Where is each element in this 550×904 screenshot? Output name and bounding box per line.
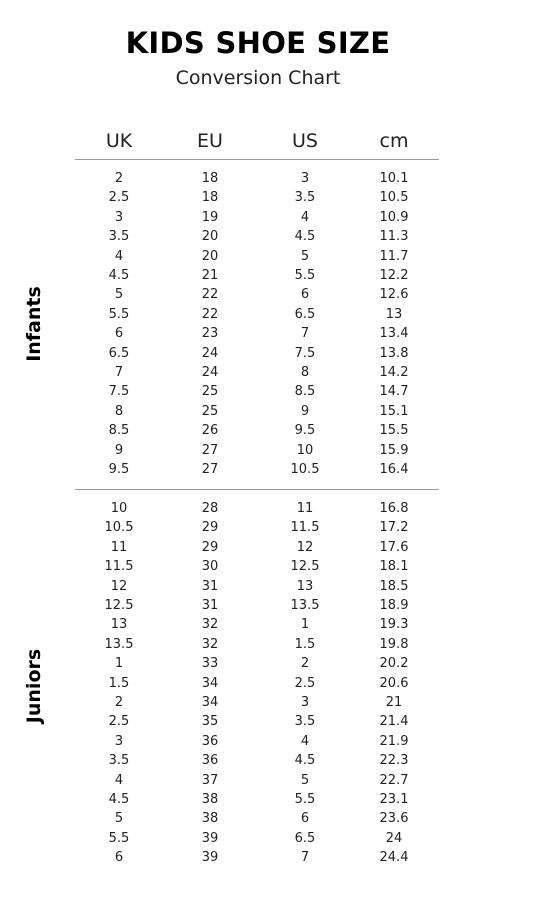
- cell-cm: 22.7: [379, 772, 409, 788]
- cell-cm: 24: [385, 830, 403, 846]
- cell-us: 11.5: [290, 520, 320, 536]
- section-label-infants: Infants: [23, 286, 45, 362]
- cell-uk: 7: [114, 365, 124, 380]
- cell-cm: 17.6: [379, 539, 409, 555]
- cell-us: 7: [300, 850, 310, 866]
- cell-eu: 25: [201, 403, 219, 419]
- table-row: [0, 596, 550, 615]
- table-row: [0, 441, 550, 460]
- cell-uk: 3.5: [108, 753, 130, 769]
- cell-eu: 33: [201, 656, 219, 672]
- cell-eu: 38: [201, 792, 219, 807]
- cell-us: 13.5: [290, 598, 320, 613]
- table-row: [0, 809, 550, 828]
- table-row: [0, 518, 550, 537]
- cell-eu: 29: [201, 539, 219, 555]
- cell-us: 8.5: [294, 384, 316, 400]
- cell-eu: 27: [201, 442, 219, 458]
- cell-cm: 19.8: [379, 636, 409, 652]
- cell-cm: 10.9: [379, 209, 409, 225]
- cell-uk: 1.5: [108, 675, 130, 691]
- cell-us: 8: [300, 365, 310, 380]
- table-row: [0, 344, 550, 363]
- cell-uk: 7.5: [108, 384, 130, 400]
- cell-uk: 6.5: [108, 345, 130, 361]
- section-label-juniors: Juniors: [23, 648, 45, 724]
- column-header-us: US: [292, 130, 318, 152]
- cell-uk: 4.5: [108, 268, 130, 283]
- cell-cm: 13: [385, 306, 403, 322]
- cell-us: 5: [300, 248, 310, 264]
- cell-eu: 31: [201, 598, 219, 613]
- cell-cm: 23.6: [379, 811, 409, 827]
- cell-uk: 2: [114, 171, 124, 186]
- cell-us: 3.5: [294, 190, 316, 206]
- cell-eu: 18: [201, 171, 219, 186]
- cell-uk: 3.5: [108, 229, 130, 245]
- cell-us: 12: [296, 539, 314, 555]
- cell-us: 6: [300, 811, 310, 827]
- cell-us: 10: [296, 442, 314, 458]
- table-row: [0, 674, 550, 693]
- cell-uk: 6: [114, 326, 124, 342]
- cell-cm: 18.5: [379, 578, 409, 594]
- cell-us: 1: [300, 617, 310, 633]
- cell-uk: 6: [114, 850, 124, 866]
- cell-cm: 19.3: [379, 617, 409, 633]
- cell-uk: 5.5: [108, 306, 130, 322]
- cell-uk: 3: [114, 733, 124, 749]
- table-row: [0, 499, 550, 518]
- page-title: KIDS SHOE SIZE: [125, 26, 391, 60]
- cell-uk: 5: [114, 811, 124, 827]
- cell-eu: 31: [201, 578, 219, 594]
- cell-eu: 24: [201, 345, 219, 361]
- cell-cm: 16.8: [379, 501, 409, 516]
- cell-cm: 13.8: [379, 345, 409, 361]
- column-header-uk: UK: [105, 130, 133, 152]
- cell-us: 10.5: [290, 462, 320, 477]
- cell-eu: 20: [201, 229, 219, 245]
- cell-eu: 32: [201, 636, 219, 652]
- cell-uk: 9.5: [108, 462, 130, 477]
- table-row: [0, 188, 550, 207]
- cell-eu: 36: [201, 753, 219, 769]
- cell-eu: 38: [201, 811, 219, 827]
- cell-us: 3: [300, 695, 310, 710]
- section-divider: [75, 489, 439, 490]
- cell-cm: 10.1: [379, 171, 409, 186]
- cell-uk: 1: [114, 656, 124, 672]
- cell-eu: 23: [201, 326, 219, 342]
- table-row: [0, 266, 550, 285]
- cell-eu: 34: [201, 675, 219, 691]
- header-divider: [75, 159, 439, 160]
- cell-eu: 32: [201, 617, 219, 633]
- table-row: [0, 771, 550, 790]
- cell-cm: 10.5: [379, 190, 409, 206]
- cell-eu: 28: [201, 501, 219, 516]
- cell-us: 9: [300, 403, 310, 419]
- cell-eu: 27: [201, 462, 219, 477]
- cell-us: 6: [300, 287, 310, 303]
- cell-uk: 12: [110, 578, 128, 594]
- cell-eu: 22: [201, 287, 219, 303]
- cell-eu: 37: [201, 772, 219, 788]
- cell-uk: 4: [114, 772, 124, 788]
- cell-eu: 30: [201, 559, 219, 575]
- cell-eu: 36: [201, 733, 219, 749]
- cell-cm: 18.1: [379, 559, 409, 575]
- table-row: [0, 577, 550, 596]
- cell-cm: 12.2: [379, 268, 409, 283]
- table-row: [0, 460, 550, 479]
- cell-us: 2.5: [294, 675, 316, 691]
- cell-us: 6.5: [294, 306, 316, 322]
- cell-uk: 11.5: [104, 559, 134, 575]
- cell-us: 9.5: [294, 423, 316, 439]
- cell-cm: 14.7: [379, 384, 409, 400]
- table-row: [0, 227, 550, 246]
- cell-uk: 9: [114, 442, 124, 458]
- cell-us: 3: [300, 171, 310, 186]
- table-row: [0, 790, 550, 809]
- cell-eu: 20: [201, 248, 219, 264]
- cell-eu: 19: [201, 209, 219, 225]
- cell-eu: 22: [201, 306, 219, 322]
- column-header-eu: EU: [197, 130, 223, 152]
- cell-uk: 2.5: [108, 190, 130, 206]
- cell-cm: 11.7: [379, 248, 409, 264]
- page-subtitle: Conversion Chart: [175, 67, 341, 89]
- cell-eu: 39: [201, 850, 219, 866]
- cell-cm: 16.4: [379, 462, 409, 477]
- table-row: [0, 829, 550, 848]
- column-header-cm: cm: [379, 130, 409, 152]
- cell-eu: 29: [201, 520, 219, 536]
- table-row: [0, 382, 550, 401]
- cell-uk: 5: [114, 287, 124, 303]
- cell-us: 5: [300, 772, 310, 788]
- cell-eu: 18: [201, 190, 219, 206]
- cell-uk: 4.5: [108, 792, 130, 807]
- cell-eu: 26: [201, 423, 219, 439]
- cell-us: 7.5: [294, 345, 316, 361]
- table-row: [0, 751, 550, 770]
- cell-cm: 14.2: [379, 365, 409, 380]
- cell-us: 13: [296, 578, 314, 594]
- cell-uk: 12.5: [104, 598, 134, 613]
- table-row: [0, 732, 550, 751]
- cell-eu: 35: [201, 714, 219, 730]
- table-row: [0, 208, 550, 227]
- cell-us: 11: [296, 501, 314, 516]
- table-row: [0, 712, 550, 731]
- cell-us: 4: [300, 209, 310, 225]
- cell-uk: 3: [114, 209, 124, 225]
- table-row: [0, 635, 550, 654]
- cell-uk: 8.5: [108, 423, 130, 439]
- cell-cm: 11.3: [379, 229, 409, 245]
- cell-cm: 21: [385, 695, 403, 710]
- table-row: [0, 848, 550, 867]
- cell-uk: 10: [110, 501, 128, 516]
- table-row: [0, 169, 550, 188]
- cell-cm: 17.2: [379, 520, 409, 536]
- cell-uk: 5.5: [108, 830, 130, 846]
- cell-uk: 13.5: [104, 636, 134, 652]
- cell-uk: 11: [110, 539, 128, 555]
- table-row: [0, 421, 550, 440]
- cell-us: 3.5: [294, 714, 316, 730]
- table-row: [0, 654, 550, 673]
- cell-cm: 23.1: [379, 792, 409, 807]
- cell-cm: 15.5: [379, 423, 409, 439]
- cell-uk: 13: [110, 617, 128, 633]
- cell-cm: 15.9: [379, 442, 409, 458]
- cell-us: 2: [300, 656, 310, 672]
- cell-cm: 20.2: [379, 656, 409, 672]
- table-row: [0, 285, 550, 304]
- table-row: [0, 363, 550, 382]
- table-row: [0, 557, 550, 576]
- cell-cm: 15.1: [379, 403, 409, 419]
- cell-eu: 25: [201, 384, 219, 400]
- table-row: [0, 324, 550, 343]
- table-row: [0, 538, 550, 557]
- cell-eu: 24: [201, 365, 219, 380]
- cell-us: 5.5: [294, 268, 316, 283]
- cell-us: 5.5: [294, 792, 316, 807]
- cell-cm: 21.9: [379, 733, 409, 749]
- cell-uk: 4: [114, 248, 124, 264]
- cell-us: 4: [300, 733, 310, 749]
- cell-cm: 20.6: [379, 675, 409, 691]
- table-row: [0, 247, 550, 266]
- cell-us: 6.5: [294, 830, 316, 846]
- cell-uk: 2: [114, 695, 124, 710]
- cell-uk: 2.5: [108, 714, 130, 730]
- cell-cm: 24.4: [379, 850, 409, 866]
- cell-eu: 21: [201, 268, 219, 283]
- cell-cm: 22.3: [379, 753, 409, 769]
- cell-eu: 34: [201, 695, 219, 710]
- cell-cm: 18.9: [379, 598, 409, 613]
- cell-cm: 21.4: [379, 714, 409, 730]
- cell-us: 1.5: [294, 636, 316, 652]
- table-row: [0, 693, 550, 712]
- cell-eu: 39: [201, 830, 219, 846]
- table-row: [0, 615, 550, 634]
- cell-uk: 10.5: [104, 520, 134, 536]
- cell-cm: 13.4: [379, 326, 409, 342]
- table-row: [0, 305, 550, 324]
- cell-us: 4.5: [294, 753, 316, 769]
- cell-us: 4.5: [294, 229, 316, 245]
- cell-uk: 8: [114, 403, 124, 419]
- cell-cm: 12.6: [379, 287, 409, 303]
- table-row: [0, 402, 550, 421]
- cell-us: 12.5: [290, 559, 320, 575]
- cell-us: 7: [300, 326, 310, 342]
